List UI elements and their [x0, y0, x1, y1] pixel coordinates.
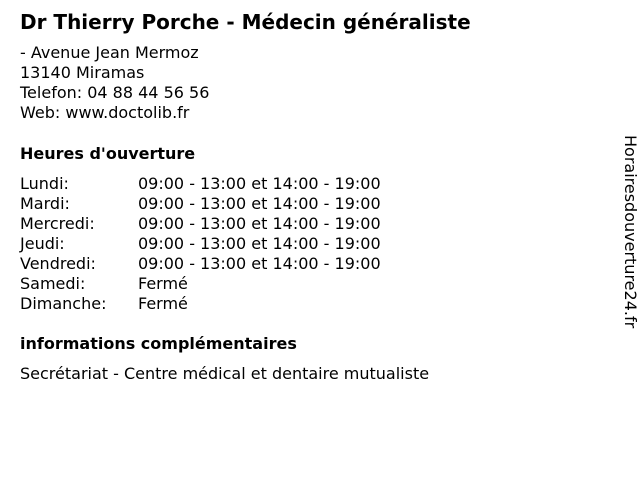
- hours-row-thursday: [20, 234, 381, 254]
- street-address: - Avenue Jean Mermoz: [20, 43, 199, 62]
- address-block: [20, 43, 209, 123]
- hours-row-saturday: [20, 274, 381, 294]
- hours-day: Samedi:: [20, 274, 86, 293]
- phone-number: Telefon: 04 88 44 56 56: [20, 83, 210, 102]
- hours-day: Mercredi:: [20, 214, 95, 233]
- hours-row-tuesday: [20, 194, 381, 214]
- hours-time: 09:00 - 13:00 et 14:00 - 19:00: [138, 174, 381, 193]
- hours-day: Lundi:: [20, 174, 69, 193]
- opening-hours-list: [20, 174, 381, 314]
- hours-time: 09:00 - 13:00 et 14:00 - 19:00: [138, 234, 381, 253]
- hours-time: Fermé: [138, 274, 188, 293]
- hours-row-wednesday: [20, 214, 381, 234]
- hours-row-sunday: [20, 294, 381, 314]
- hours-time: Fermé: [138, 294, 188, 313]
- opening-hours-heading: Heures d'ouverture: [20, 144, 196, 163]
- additional-info-heading: informations complémentaires: [20, 334, 297, 353]
- website: Web: www.doctolib.fr: [20, 103, 190, 122]
- city: 13140 Miramas: [20, 63, 145, 82]
- hours-day: Jeudi:: [20, 234, 65, 253]
- hours-day: Mardi:: [20, 194, 70, 213]
- hours-time: 09:00 - 13:00 et 14:00 - 19:00: [138, 194, 381, 213]
- hours-day: Vendredi:: [20, 254, 96, 273]
- site-watermark: Horairesdouverture24.fr: [621, 135, 640, 329]
- page-title: Dr Thierry Porche - Médecin généraliste: [20, 10, 471, 34]
- hours-row-friday: [20, 254, 381, 274]
- additional-info-text: Secrétariat - Centre médical et dentaire mutualiste: [20, 364, 430, 383]
- hours-day: Dimanche:: [20, 294, 107, 313]
- hours-row-monday: [20, 174, 381, 194]
- hours-time: 09:00 - 13:00 et 14:00 - 19:00: [138, 214, 381, 233]
- hours-time: 09:00 - 13:00 et 14:00 - 19:00: [138, 254, 381, 273]
